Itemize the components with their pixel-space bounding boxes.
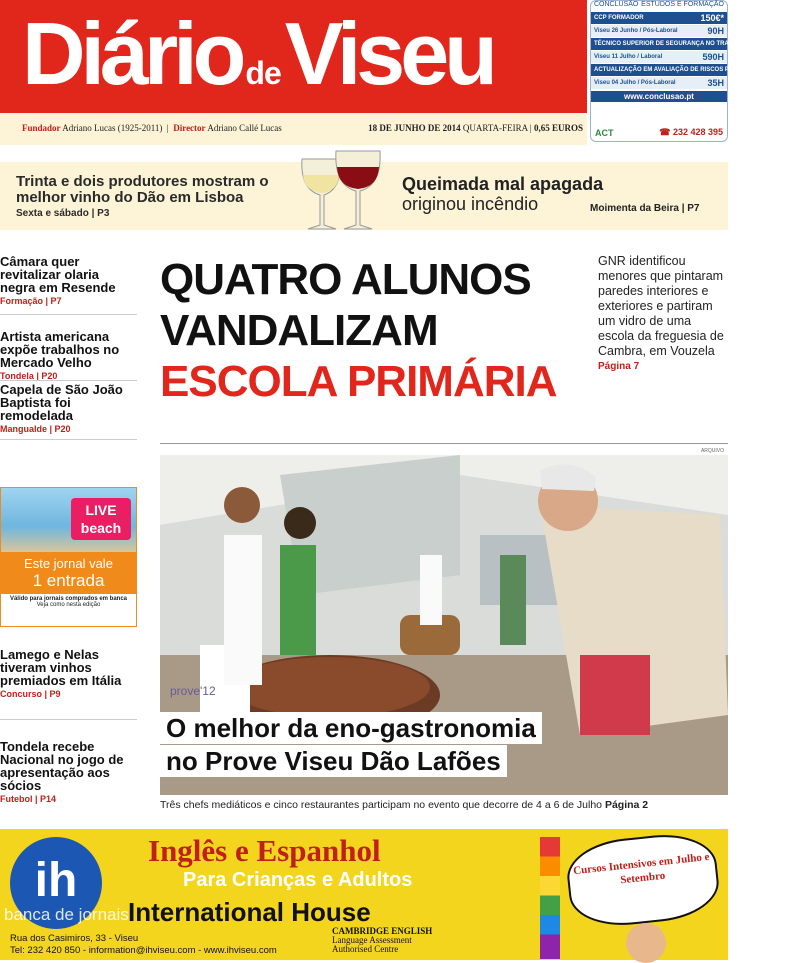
left-story-meta: Concurso | P9: [0, 689, 61, 699]
photo-credit: ARQUIVO: [700, 448, 724, 454]
ad-audience: Para Crianças e Adultos: [183, 869, 413, 891]
director-label: Director: [173, 123, 206, 133]
ad-row-value: 90H: [707, 26, 724, 36]
teaser-fire-subhead: originou incêndio: [402, 194, 539, 214]
founder-label: Fundador: [22, 123, 61, 133]
cambridge-sub: Language Assessment: [332, 935, 412, 945]
logo-word-de: de: [245, 55, 281, 91]
summary-text: GNR identificou menores que pintaram paredes interiores e exteriores e partiram um vidro de uma escola da freguesia de Cambra, em Vouzela: [598, 254, 724, 358]
left-story[interactable]: [0, 740, 137, 810]
left-story[interactable]: [0, 255, 137, 315]
voucher-line1: Este jornal vale: [24, 556, 113, 571]
issue-price: 0,65 EUROS: [533, 123, 583, 133]
photo-subtext: [160, 799, 648, 811]
live-beach-logo: [71, 498, 131, 540]
ad-brand: CONCLUSÃO: [594, 1, 639, 8]
left-story-headline: Capela de São João Baptista foi remodelada: [0, 382, 123, 423]
ad-row-value: 900€*: [750, 39, 774, 49]
headline-line-1: QUATRO ALUNOS: [160, 255, 531, 304]
ad-row-label: Viseu 11 Julho / Laboral: [594, 54, 663, 60]
director-name: Adriano Callé Lucas: [207, 123, 282, 133]
left-story-meta: Futebol | P14: [0, 794, 57, 804]
cambridge-centre: Authorised Centre: [332, 944, 399, 954]
headline-summary: [598, 254, 726, 374]
ad-contact[interactable]: Tel: 232 420 850 - information@ihviseu.com - www.ihviseu.com: [10, 945, 277, 956]
divider: [160, 443, 728, 444]
ih-logo: ih: [10, 837, 102, 929]
speech-bubble: Cursos Intensivos em Julho e Setembro: [564, 829, 722, 930]
left-story-meta: Formação | P7: [0, 296, 62, 306]
left-story[interactable]: [0, 380, 137, 440]
live-word: LIVE: [85, 502, 117, 518]
teaser-fire-headline[interactable]: Queimada mal apagada: [402, 174, 604, 194]
ad-row: [591, 38, 774, 50]
act-logo: ACT: [595, 128, 614, 138]
ad-school-name: International House: [128, 897, 371, 927]
live-beach-ad[interactable]: [0, 487, 137, 627]
summary-page-ref[interactable]: Página 7: [598, 361, 640, 372]
teaser-wine-meta: Sexta e sábado | P3: [16, 208, 110, 219]
ad-row-label: TÉCNICO SUPERIOR DE SEGURANÇA NO TRABALHO: [594, 41, 751, 47]
ad-row-label: CCP FORMADOR: [594, 15, 644, 21]
ad-address-block: [10, 933, 277, 957]
staff-line: Fundador Adriano Lucas (1925-2011) | Director Adriano Callé Lucas: [22, 123, 282, 133]
voucher-terms: [1, 594, 136, 608]
ad-phone[interactable]: ☎ 232 428 395: [659, 127, 723, 137]
voucher-terms-2: Veja como nesta edição: [36, 602, 101, 608]
newspaper-logo[interactable]: [22, 4, 493, 123]
cambridge-logo: [332, 927, 432, 954]
ad-address: Rua dos Casimiros, 33 - Viseu: [10, 933, 139, 944]
left-story-meta: Mangualde | P20: [0, 424, 71, 434]
person-photo: [626, 923, 666, 963]
ad-phone-number: 232 428 395: [672, 127, 723, 137]
ad-url-link[interactable]: www.conclusao.pt: [591, 91, 727, 102]
photo-subtext-body: Três chefs mediáticos e cinco restaurantes participam no evento que decorre de 4 a 6 de Julho: [160, 799, 603, 811]
issue-line: 18 DE JUNHO DE 2014 QUARTA-FEIRA | 0,65 EUROS: [368, 123, 583, 133]
headline-line-2: VANDALIZAM: [160, 306, 438, 355]
rainbow-stripe: [540, 837, 560, 959]
international-house-ad[interactable]: [0, 829, 728, 960]
event-photo[interactable]: [160, 455, 728, 795]
ad-row-label: ACTUALIZAÇÃO EM AVALIAÇÃO DE RISCOS PROFISSIONAIS: [594, 67, 772, 73]
left-story-headline: Câmara quer revitalizar olaria negra em Resende: [0, 254, 116, 295]
left-story[interactable]: [0, 648, 137, 720]
ad-row-label: Viseu 26 Junho / Pós-Laboral: [594, 28, 678, 34]
left-story-headline: Lamego e Nelas tiveram vinhos premiados em Itália: [0, 647, 122, 688]
headline-line-3: ESCOLA PRIMÁRIA: [160, 357, 557, 406]
logo-word-diario: Diário: [22, 4, 242, 103]
watermark: banca de jornais: [4, 905, 129, 924]
photo-caption-line-2[interactable]: no Prove Viseu Dão Lafões: [160, 745, 507, 777]
ad-row: [591, 12, 727, 24]
issue-weekday: QUARTA-FEIRA: [462, 123, 528, 133]
ad-row: [591, 77, 727, 89]
ad-row: [591, 64, 792, 76]
conclusao-ad[interactable]: [590, 0, 792, 142]
wine-glasses-image: [296, 145, 386, 233]
teaser-wine-headline[interactable]: Trinta e dois produtores mostram o melhor vinho do Dão em Lisboa: [16, 173, 269, 206]
voucher-line2: 1 entrada: [32, 571, 105, 590]
ad-row-value: 590H: [702, 52, 724, 62]
ad-row-value: 150€*: [700, 13, 724, 23]
ad-row: [591, 51, 727, 63]
main-headline[interactable]: [160, 254, 580, 407]
teaser-fire-meta: Moimenta da Beira | P7: [590, 203, 700, 214]
event-photo-illustration: [160, 455, 728, 795]
masthead: [0, 0, 587, 113]
ad-row-value: 35H: [707, 78, 724, 88]
beach-word: beach: [80, 520, 122, 536]
masthead-meta: [0, 113, 587, 145]
voucher-terms-1: Válido para jornais comprados em banca: [9, 596, 128, 602]
founder-name: Adriano Lucas (1925-2011): [62, 123, 163, 133]
left-story-headline: Artista americana expõe trabalhos no Mercado Velho: [0, 329, 120, 370]
ad-header: [591, 1, 727, 11]
ad-row-label: Viseu 04 Julho / Pós-Laboral: [594, 80, 676, 86]
photo-caption-line-1[interactable]: O melhor da eno-gastronomia: [160, 712, 542, 744]
voucher-banner: [1, 552, 136, 594]
ad-row-value: 140€: [771, 65, 792, 75]
left-story[interactable]: [0, 329, 137, 381]
prove-sign: prove'12: [170, 684, 216, 698]
photo-subtext-page[interactable]: Página 2: [604, 799, 649, 811]
issue-date: 18 DE JUNHO DE 2014: [368, 123, 461, 133]
cambridge-title: CAMBRIDGE ENGLISH: [332, 926, 433, 936]
logo-word-viseu: Viseu: [284, 4, 493, 103]
left-story-headline: Tondela recebe Nacional no jogo de apresentação aos sócios: [0, 739, 124, 793]
ad-row: [591, 25, 727, 37]
ad-languages: Inglês e Espanhol: [148, 833, 381, 868]
ad-brand-sub: ESTUDOS E FORMAÇÃO: [641, 1, 724, 8]
left-story-meta: Tondela | P20: [0, 371, 58, 381]
